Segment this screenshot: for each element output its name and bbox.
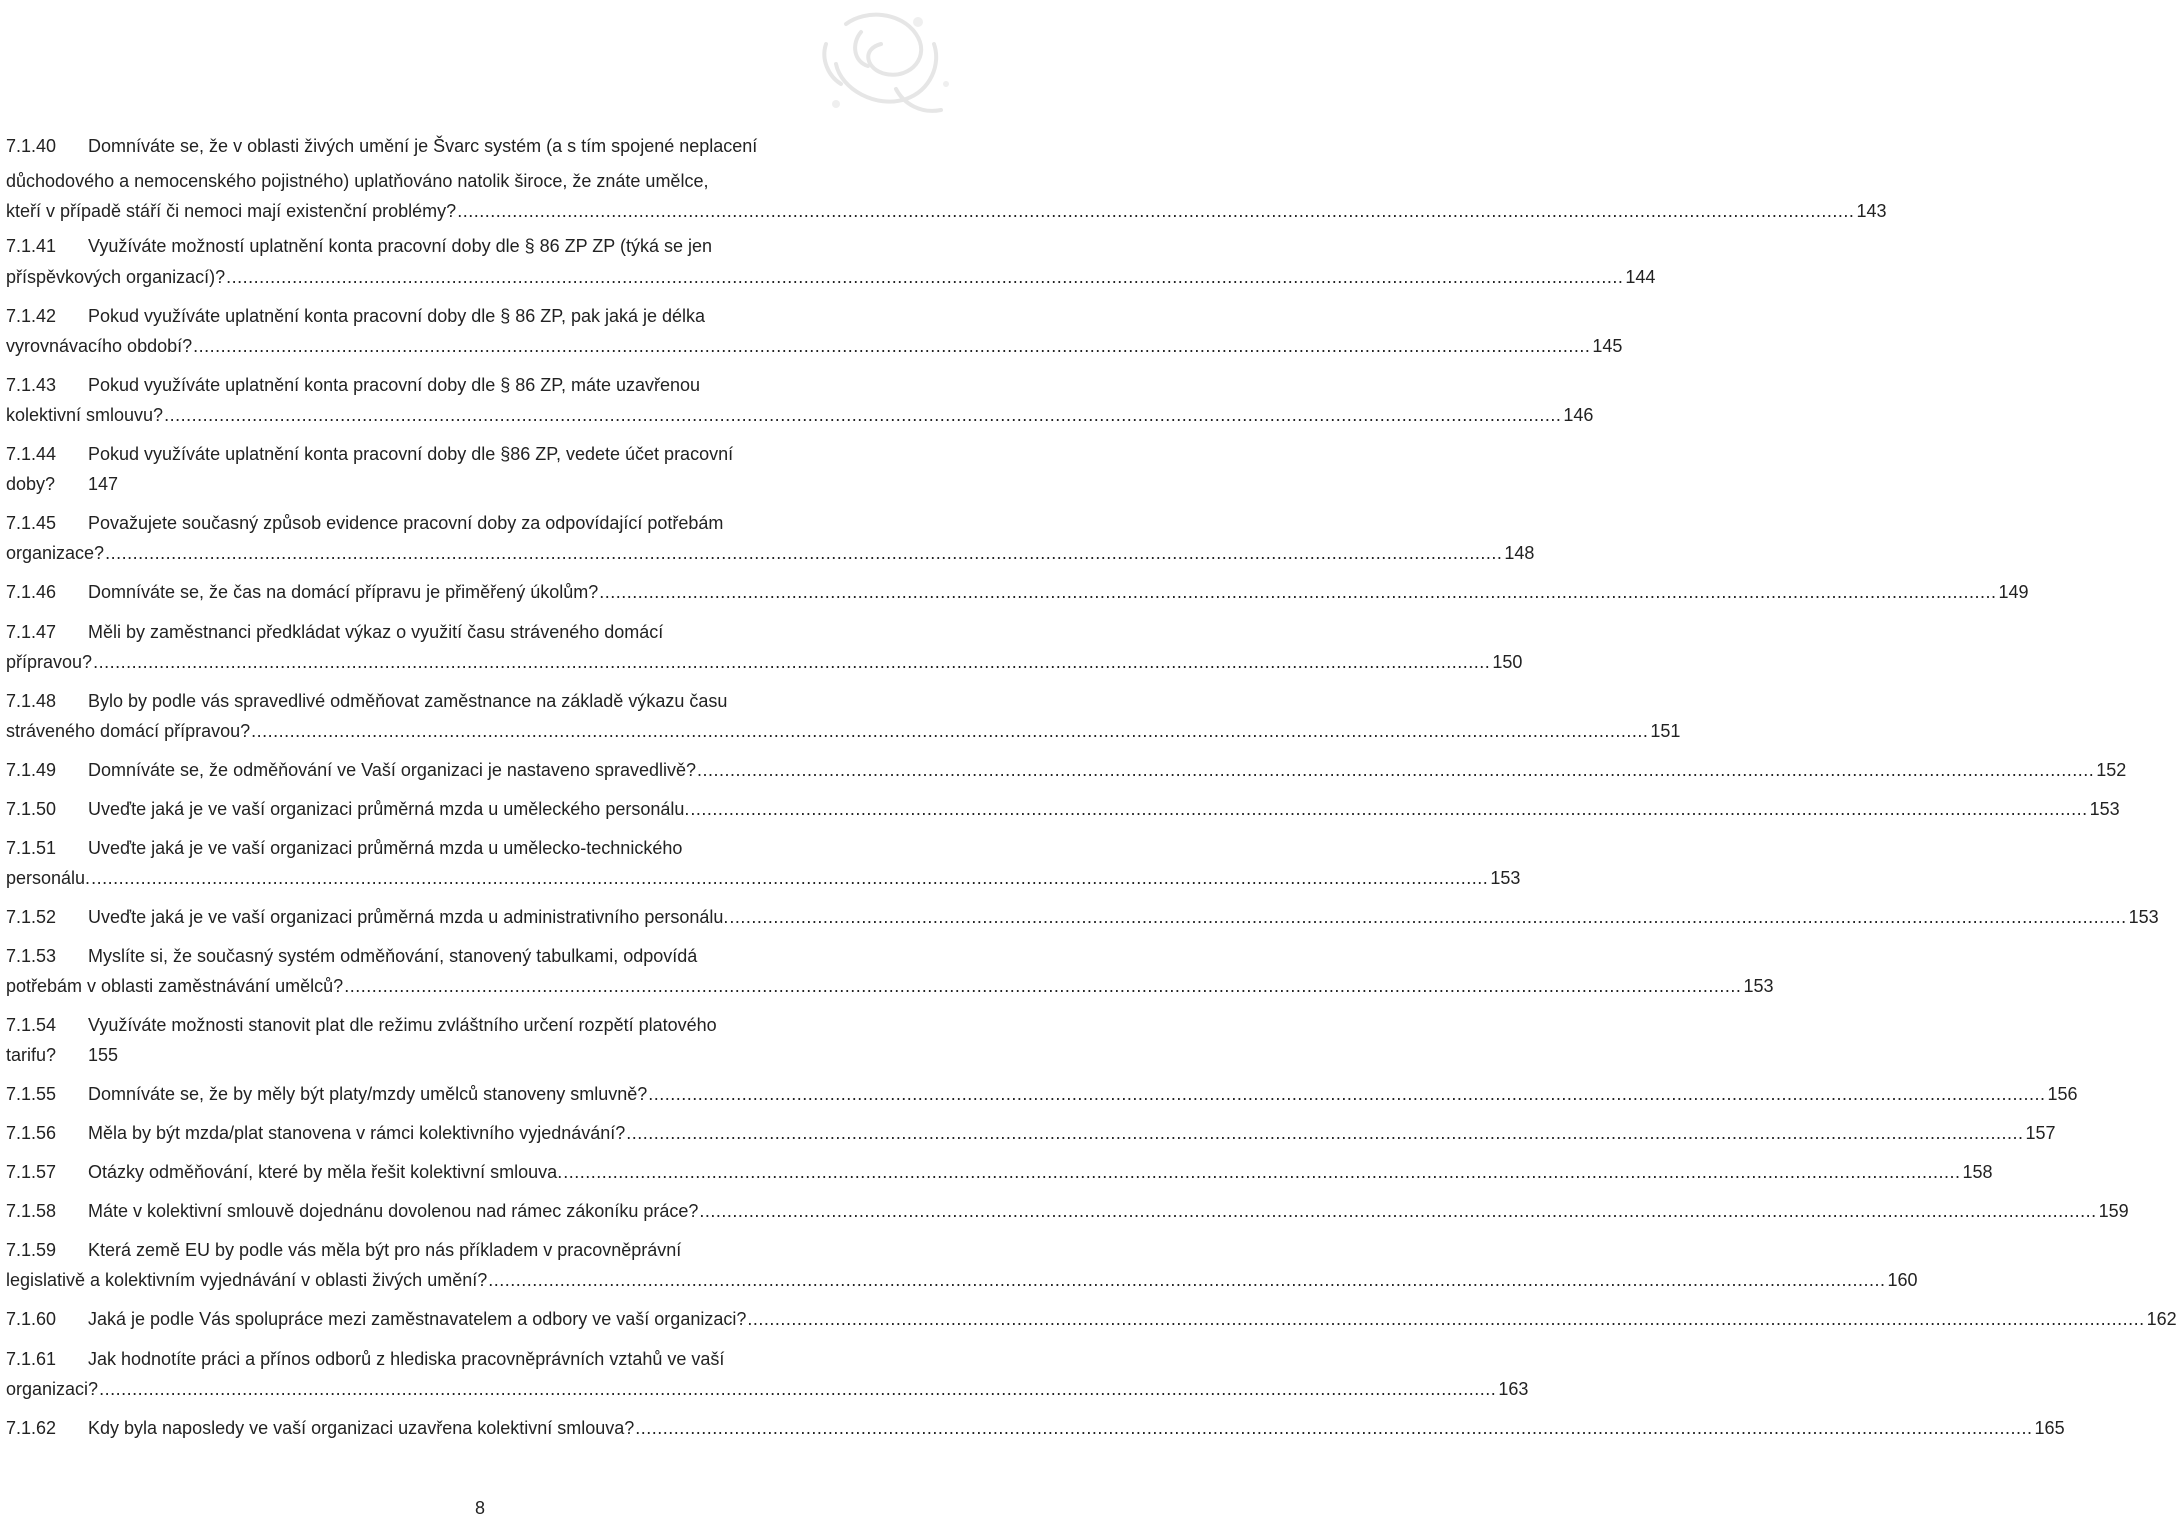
toc-line xyxy=(6,1374,1529,1404)
toc-line xyxy=(6,331,1623,361)
toc-page-number: 146 xyxy=(1563,405,1594,425)
toc-entry-text: přípravou? xyxy=(6,652,93,672)
toc-entry-number: 7.1.45 xyxy=(6,513,57,533)
toc-entry-text: Uveďte jaká je ve vaší organizaci průměrná mzda u umělecko-technického xyxy=(88,838,683,858)
leader-dots xyxy=(563,1157,1960,1187)
leader-dots xyxy=(747,1304,2144,1334)
toc-line xyxy=(6,166,833,196)
toc-entry-number: 7.1.41 xyxy=(6,236,57,256)
toc-entry-number: 7.1.59 xyxy=(6,1240,57,1260)
toc-line xyxy=(6,439,833,469)
toc-page-number: 145 xyxy=(1592,336,1623,356)
leader-dots xyxy=(729,902,2126,932)
toc-entry-number: 7.1.52 xyxy=(6,907,57,927)
toc-entry-text: Domníváte se, že by měly být platy/mzdy umělců stanoveny smluvně? xyxy=(88,1084,648,1104)
toc-line xyxy=(6,1265,1918,1295)
toc-entry-text: legislativě a kolektivním vyjednávání v oblasti živých umění? xyxy=(6,1270,488,1290)
leader-dots xyxy=(251,716,1648,746)
toc-page-number: 151 xyxy=(1650,721,1681,741)
toc-line xyxy=(6,1040,833,1070)
toc-entry-text: Jak hodnotíte práci a přínos odborů z hlediska pracovněprávních vztahů ve vaší xyxy=(88,1349,725,1369)
leader-dots xyxy=(697,755,2094,785)
toc-line xyxy=(6,370,833,400)
toc-line xyxy=(6,647,1523,677)
leader-dots xyxy=(699,1196,2096,1226)
toc-entry-number: 7.1.62 xyxy=(6,1418,57,1438)
leader-dots xyxy=(164,400,1561,430)
toc-line xyxy=(6,1344,833,1374)
toc-line xyxy=(6,301,833,331)
toc-line xyxy=(6,1157,1993,1187)
toc-line xyxy=(6,794,2120,824)
leader-dots xyxy=(193,331,1590,361)
toc-line xyxy=(6,971,1774,1001)
toc-page-number: 160 xyxy=(1887,1270,1918,1290)
leader-dots xyxy=(226,262,1623,292)
leader-dots xyxy=(599,577,1996,607)
toc-entry-number: 7.1.55 xyxy=(6,1084,57,1104)
toc-entry-number: 7.1.48 xyxy=(6,691,57,711)
toc-entry-number: 7.1.60 xyxy=(6,1309,57,1329)
toc-line xyxy=(6,755,2127,785)
toc-line xyxy=(6,941,833,971)
toc-page-number: 150 xyxy=(1492,652,1523,672)
toc-entry-text: personálu. xyxy=(6,868,91,888)
toc-entry-text: potřebám v oblasti zaměstnávání umělců? xyxy=(6,976,344,996)
toc-entry-number: 7.1.46 xyxy=(6,582,57,602)
leader-dots xyxy=(690,794,2087,824)
toc-page-number: 149 xyxy=(1998,582,2029,602)
toc-line xyxy=(6,231,833,261)
leader-dots xyxy=(648,1079,2045,1109)
toc-line xyxy=(6,131,833,161)
toc-line xyxy=(6,1196,2129,1226)
toc-entry-text: Kdy byla naposledy ve vaší organizaci uzavřena kolektivní smlouva? xyxy=(88,1418,635,1438)
toc-entry-text: vyrovnávacího období? xyxy=(6,336,193,356)
toc-entry-text: stráveného domácí přípravou? xyxy=(6,721,251,741)
toc-entry-number: 7.1.53 xyxy=(6,946,57,966)
toc-entry-number: 7.1.40 xyxy=(6,136,57,156)
leader-dots xyxy=(91,863,1488,893)
toc-line xyxy=(6,1304,2177,1334)
toc-entry-text: doby? xyxy=(6,474,56,494)
toc-entry-number: 7.1.54 xyxy=(6,1015,57,1035)
toc-page-number: 159 xyxy=(2098,1201,2129,1221)
toc-entry-text: tarifu? xyxy=(6,1045,57,1065)
toc-entry-text: Pokud využíváte uplatnění konta pracovní doby dle §86 ZP, vedete účet pracovní xyxy=(88,444,734,464)
toc-entry-number: 7.1.43 xyxy=(6,375,57,395)
toc-entry-text: organizaci? xyxy=(6,1379,99,1399)
toc-line xyxy=(6,262,1656,292)
toc-entry-text: Domníváte se, že v oblasti živých umění je Švarc systém (a s tím spojené neplacení xyxy=(88,136,758,156)
toc-entry-text: Uveďte jaká je ve vaší organizaci průměrná mzda u uměleckého personálu. xyxy=(88,799,690,819)
toc-page-number: 147 xyxy=(88,474,119,494)
toc-entry-text: Domníváte se, že čas na domácí přípravu je přiměřený úkolům? xyxy=(88,582,599,602)
toc-line xyxy=(6,716,1681,746)
toc-entry-text: příspěvkových organizací)? xyxy=(6,267,226,287)
toc-entry-text: Měli by zaměstnanci předkládat výkaz o využití času stráveného domácí xyxy=(88,622,664,642)
toc-line xyxy=(6,469,833,499)
toc-entry-text: Otázky odměňování, které by měla řešit kolektivní smlouva. xyxy=(88,1162,563,1182)
toc-line xyxy=(6,833,833,863)
toc-entry-text: Uveďte jaká je ve vaší organizaci průměrná mzda u administrativního personálu. xyxy=(88,907,729,927)
toc-page-number: 144 xyxy=(1625,267,1656,287)
toc-entry-text: kteří v případě stáří či nemoci mají existenční problémy? xyxy=(6,201,457,221)
toc-page-number: 158 xyxy=(1962,1162,1993,1182)
toc-entry-number: 7.1.42 xyxy=(6,306,57,326)
toc-entry-number: 7.1.51 xyxy=(6,838,57,858)
toc-entry-text: Považujete současný způsob evidence pracovní doby za odpovídající potřebám xyxy=(88,513,724,533)
toc-page-number: 153 xyxy=(2128,907,2159,927)
toc-page-number: 152 xyxy=(2096,760,2127,780)
toc-line xyxy=(6,1079,2078,1109)
toc-line xyxy=(6,508,833,538)
leader-dots xyxy=(488,1265,1885,1295)
leader-dots xyxy=(344,971,1741,1001)
toc-page-number: 153 xyxy=(2089,799,2120,819)
toc-page-number: 165 xyxy=(2034,1418,2065,1438)
toc-entry-text: Využíváte možností uplatnění konta pracovní doby dle § 86 ZP ZP (týká se jen xyxy=(88,236,713,256)
toc-page-number: 148 xyxy=(1504,543,1535,563)
toc-entry-text: Jaká je podle Vás spolupráce mezi zaměstnavatelem a odbory ve vaší organizaci? xyxy=(88,1309,747,1329)
toc-line xyxy=(6,196,1887,226)
toc-entry-text: Která země EU by podle vás měla být pro nás příkladem v pracovněprávní xyxy=(88,1240,682,1260)
leader-dots xyxy=(635,1413,2032,1443)
toc-entry-text: organizace? xyxy=(6,543,105,563)
toc-line xyxy=(6,577,2029,607)
toc-line xyxy=(6,1118,2056,1148)
toc-page-number: 153 xyxy=(1490,868,1521,888)
toc-line xyxy=(6,1010,833,1040)
toc-line xyxy=(6,686,833,716)
leader-dots xyxy=(93,647,1490,677)
toc-page-number: 143 xyxy=(1856,201,1887,221)
toc-entry-number: 7.1.61 xyxy=(6,1349,57,1369)
toc-entry-text: Bylo by podle vás spravedlivé odměňovat zaměstnance na základě výkazu času xyxy=(88,691,728,711)
toc-entry-number: 7.1.58 xyxy=(6,1201,57,1221)
toc-entry-text: kolektivní smlouvu? xyxy=(6,405,164,425)
toc-entry-text: Máte v kolektivní smlouvě dojednánu dovolenou nad rámec zákoníku práce? xyxy=(88,1201,699,1221)
toc-line xyxy=(6,1413,2065,1443)
toc-entry-number: 7.1.50 xyxy=(6,799,57,819)
ornament-logo xyxy=(806,4,956,122)
toc-page-number: 155 xyxy=(88,1045,119,1065)
toc-page-number: 153 xyxy=(1743,976,1774,996)
toc-entry-text: Využíváte možnosti stanovit plat dle režimu zvláštního určení rozpětí platového xyxy=(88,1015,717,1035)
toc-entry-number: 7.1.47 xyxy=(6,622,57,642)
toc-entry-text: Pokud využíváte uplatnění konta pracovní doby dle § 86 ZP, máte uzavřenou xyxy=(88,375,701,395)
toc-entry-number: 7.1.57 xyxy=(6,1162,57,1182)
toc-entry-number: 7.1.56 xyxy=(6,1123,57,1143)
toc-page-number: 162 xyxy=(2146,1309,2177,1329)
page-number: 8 xyxy=(474,1498,485,1518)
toc-entry-text: Domníváte se, že odměňování ve Vaší organizaci je nastaveno spravedlivě? xyxy=(88,760,697,780)
toc-line xyxy=(6,902,2159,932)
leader-dots xyxy=(626,1118,2023,1148)
toc-line xyxy=(6,863,1521,893)
toc-page-number: 156 xyxy=(2047,1084,2078,1104)
toc-page-number: 163 xyxy=(1498,1379,1529,1399)
toc-entry-text: Pokud využíváte uplatnění konta pracovní doby dle § 86 ZP, pak jaká je délka xyxy=(88,306,706,326)
toc-line xyxy=(6,1235,833,1265)
toc-entry-text: důchodového a nemocenského pojistného) uplatňováno natolik široce, že znáte umělce, xyxy=(6,171,709,191)
toc-entry-number: 7.1.44 xyxy=(6,444,57,464)
leader-dots xyxy=(105,538,1502,568)
toc-line xyxy=(6,617,833,647)
toc-page-number: 157 xyxy=(2025,1123,2056,1143)
toc-line xyxy=(6,400,1594,430)
toc-entry-text: Měla by být mzda/plat stanovena v rámci kolektivního vyjednávání? xyxy=(88,1123,626,1143)
toc-entry-text: Myslíte si, že současný systém odměňování, stanovený tabulkami, odpovídá xyxy=(88,946,698,966)
toc-entry-number: 7.1.49 xyxy=(6,760,57,780)
leader-dots xyxy=(99,1374,1496,1404)
leader-dots xyxy=(457,196,1854,226)
toc-line xyxy=(6,538,1535,568)
